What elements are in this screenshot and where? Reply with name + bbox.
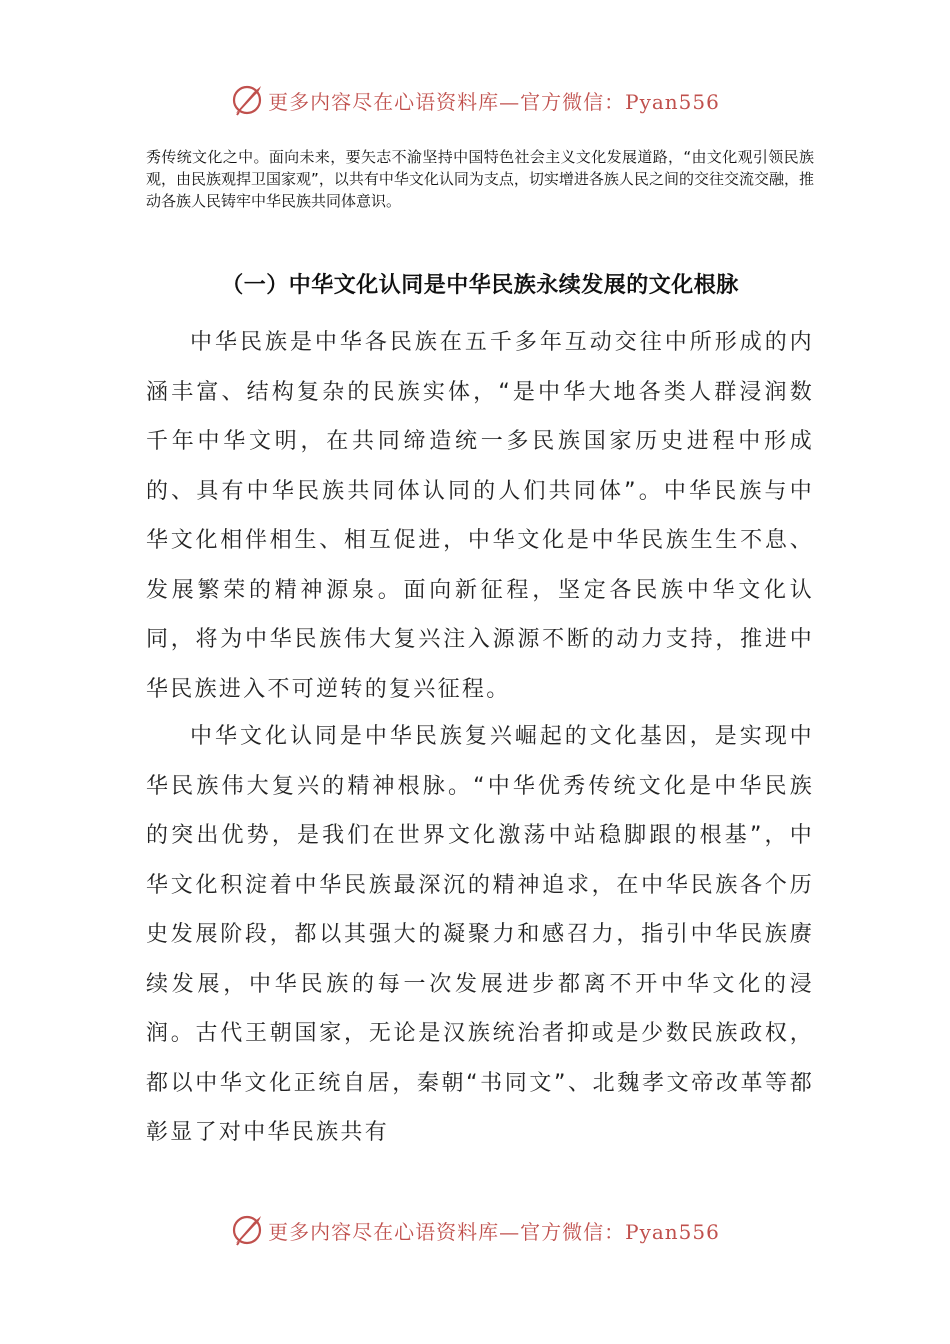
body-paragraph-2: 中华文化认同是中华民族复兴崛起的文化基因，是实现中华民族伟大复兴的精神根脉。“中华优秀传统文化是中华民族的突出优势，是我们在世界文化激荡中站稳脚跟的根基”，中华文化积淀着中华民族最深沉的精神追求，在中华民族各个历史发展阶段，都以其强大的凝聚力和感召力，指引中华民族赓续发展，中华民族的每一次发展进步都离不开中华文化的浸润。古代王朝国家，无论是汉族统治者抑或是少数民族政权，都以中华文化正统自居，秦朝“书同文”、北魏孝文帝改革等都彰显了对中华民族共有 (146, 724, 814, 1145)
body-paragraph-1: 中华民族是中华各民族在五千多年互动交往中所形成的内涵丰富、结构复杂的民族实体，“是中华大地各类人群浸润数千年中华文明，在共同缔造统一多民族国家历史进程中形成的、具有中华民族共同体认同的人们共同体”。中华民族与中华文化相伴相生、相互促进，中华文化是中华民族生生不息、发展繁荣的精神源泉。面向新征程，坚定各民族中华文化认同，将为中华民族伟大复兴注入源源不断的动力支持，推进中华民族进入不可逆转的复兴征程。 (146, 330, 814, 702)
quill-pen-logo-icon (230, 1213, 264, 1247)
section-heading: （一）中华文化认同是中华民族永续发展的文化根脉 (221, 273, 739, 298)
quill-pen-logo-icon (230, 83, 264, 117)
footer-watermark (0, 1210, 950, 1250)
header-brand-text: 更多内容尽在心语资料库—官方微信：Pyan556 (268, 89, 720, 114)
footer-brand-text: 更多内容尽在心语资料库—官方微信：Pyan556 (268, 1219, 720, 1244)
header-watermark (0, 80, 950, 120)
intro-paragraph: 秀传统文化之中。面向未来，要矢志不渝坚持中国特色社会主义文化发展道路，“由文化观引领民族观，由民族观捍卫国家观”，以共有中华文化认同为支点，切实增进各族人民之间的交往交流交融，推动各族人民铸牢中华民族共同体意识。 (146, 148, 814, 210)
